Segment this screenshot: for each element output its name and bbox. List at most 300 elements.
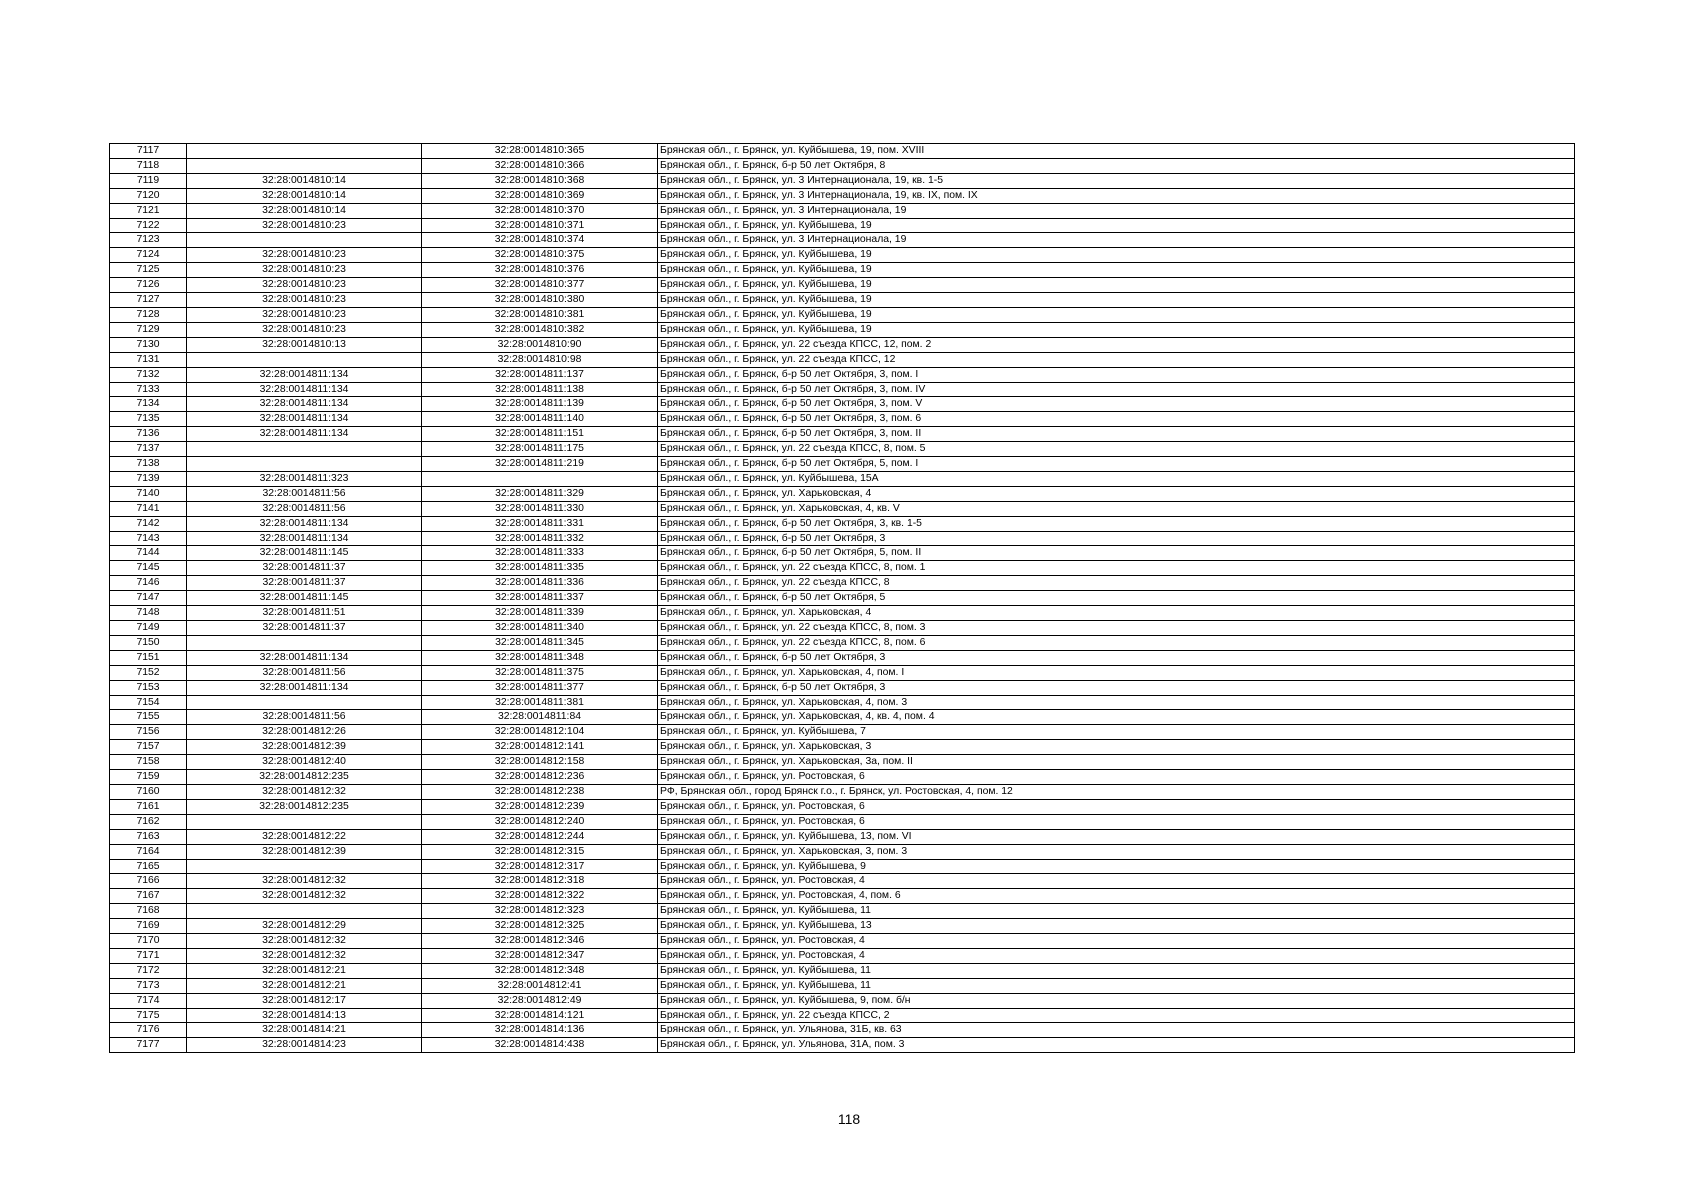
parent-cadastral-number-cell: 32:28:0014812:40 (187, 755, 422, 770)
table-row (110, 158, 1575, 173)
address-cell: Брянская обл., г. Брянск, б-р 50 лет Октября, 3, пом. IV (658, 382, 1575, 397)
row-number-cell: 7130 (110, 337, 187, 352)
address-cell: Брянская обл., г. Брянск, ул. 3 Интернационала, 19, кв. IX, пом. IX (658, 188, 1575, 203)
table-row (110, 218, 1575, 233)
address-cell: Брянская обл., г. Брянск, ул. Куйбышева, 19 (658, 307, 1575, 322)
table-row (110, 367, 1575, 382)
row-number-cell: 7126 (110, 278, 187, 293)
address-cell: Брянская обл., г. Брянск, ул. Куйбышева, 13 (658, 919, 1575, 934)
row-number-cell: 7137 (110, 442, 187, 457)
cadastral-number-cell: 32:28:0014811:335 (422, 561, 658, 576)
row-number-cell: 7123 (110, 233, 187, 248)
cadastral-number-cell: 32:28:0014811:140 (422, 412, 658, 427)
cadastral-number-cell: 32:28:0014811:337 (422, 591, 658, 606)
row-number-cell: 7142 (110, 516, 187, 531)
row-number-cell: 7125 (110, 263, 187, 278)
row-number-cell: 7160 (110, 784, 187, 799)
row-number-cell: 7118 (110, 158, 187, 173)
cadastral-number-cell: 32:28:0014812:41 (422, 978, 658, 993)
cadastral-number-cell: 32:28:0014810:380 (422, 293, 658, 308)
row-number-cell: 7119 (110, 173, 187, 188)
parent-cadastral-number-cell: 32:28:0014810:13 (187, 337, 422, 352)
parent-cadastral-number-cell (187, 904, 422, 919)
table-row (110, 397, 1575, 412)
table-row (110, 531, 1575, 546)
address-cell: Брянская обл., г. Брянск, б-р 50 лет Октября, 5, пом. I (658, 457, 1575, 472)
parent-cadastral-number-cell (187, 814, 422, 829)
parent-cadastral-number-cell: 32:28:0014810:23 (187, 248, 422, 263)
cadastral-number-cell: 32:28:0014811:348 (422, 650, 658, 665)
table-row (110, 784, 1575, 799)
address-cell: Брянская обл., г. Брянск, ул. Харьковская, 4, пом. I (658, 665, 1575, 680)
row-number-cell: 7132 (110, 367, 187, 382)
parent-cadastral-number-cell (187, 352, 422, 367)
address-cell: Брянская обл., г. Брянск, ул. Куйбышева, 19 (658, 263, 1575, 278)
address-cell: Брянская обл., г. Брянск, ул. Куйбышева, 19 (658, 322, 1575, 337)
table-row (110, 516, 1575, 531)
table-row (110, 948, 1575, 963)
table-row (110, 501, 1575, 516)
cadastral-number-cell: 32:28:0014810:377 (422, 278, 658, 293)
row-number-cell: 7146 (110, 576, 187, 591)
table-row (110, 307, 1575, 322)
row-number-cell: 7172 (110, 963, 187, 978)
cadastral-number-cell: 32:28:0014812:238 (422, 784, 658, 799)
row-number-cell: 7141 (110, 501, 187, 516)
cadastral-number-cell: 32:28:0014812:346 (422, 934, 658, 949)
table-row (110, 710, 1575, 725)
row-number-cell: 7143 (110, 531, 187, 546)
table-row (110, 695, 1575, 710)
parent-cadastral-number-cell: 32:28:0014812:39 (187, 844, 422, 859)
address-cell: Брянская обл., г. Брянск, ул. Куйбышева, 19 (658, 293, 1575, 308)
parent-cadastral-number-cell: 32:28:0014812:22 (187, 829, 422, 844)
table-row (110, 233, 1575, 248)
cadastral-number-cell: 32:28:0014810:371 (422, 218, 658, 233)
row-number-cell: 7147 (110, 591, 187, 606)
row-number-cell: 7150 (110, 635, 187, 650)
table-row (110, 486, 1575, 501)
row-number-cell: 7139 (110, 471, 187, 486)
address-cell: Брянская обл., г. Брянск, ул. Куйбышева, 11 (658, 904, 1575, 919)
cadastral-number-cell: 32:28:0014810:98 (422, 352, 658, 367)
address-cell: Брянская обл., г. Брянск, ул. Харьковская, 4 (658, 486, 1575, 501)
address-cell: Брянская обл., г. Брянск, ул. Куйбышева, 13, пом. VI (658, 829, 1575, 844)
cadastral-number-cell: 32:28:0014811:138 (422, 382, 658, 397)
parent-cadastral-number-cell: 32:28:0014811:145 (187, 546, 422, 561)
parent-cadastral-number-cell (187, 158, 422, 173)
parent-cadastral-number-cell: 32:28:0014811:134 (187, 382, 422, 397)
parent-cadastral-number-cell: 32:28:0014812:32 (187, 948, 422, 963)
registry-table (109, 143, 1575, 1053)
address-cell: Брянская обл., г. Брянск, б-р 50 лет Октября, 5 (658, 591, 1575, 606)
cadastral-number-cell: 32:28:0014811:339 (422, 606, 658, 621)
address-cell: Брянская обл., г. Брянск, ул. Ростовская, 4 (658, 874, 1575, 889)
cadastral-number-cell: 32:28:0014810:368 (422, 173, 658, 188)
cadastral-number-cell: 32:28:0014811:84 (422, 710, 658, 725)
parent-cadastral-number-cell: 32:28:0014812:32 (187, 889, 422, 904)
parent-cadastral-number-cell: 32:28:0014810:14 (187, 173, 422, 188)
row-number-cell: 7169 (110, 919, 187, 934)
table-row (110, 889, 1575, 904)
parent-cadastral-number-cell: 32:28:0014814:23 (187, 1038, 422, 1053)
parent-cadastral-number-cell: 32:28:0014811:134 (187, 531, 422, 546)
row-number-cell: 7159 (110, 770, 187, 785)
row-number-cell: 7144 (110, 546, 187, 561)
address-cell: Брянская обл., г. Брянск, ул. Куйбышева, 19 (658, 248, 1575, 263)
address-cell: Брянская обл., г. Брянск, ул. 22 съезда КПСС, 12, пом. 2 (658, 337, 1575, 352)
cadastral-number-cell: 32:28:0014810:90 (422, 337, 658, 352)
address-cell: Брянская обл., г. Брянск, ул. Харьковская, 3, пом. 3 (658, 844, 1575, 859)
table-row (110, 322, 1575, 337)
row-number-cell: 7149 (110, 621, 187, 636)
row-number-cell: 7127 (110, 293, 187, 308)
cadastral-number-cell: 32:28:0014812:317 (422, 859, 658, 874)
address-cell: Брянская обл., г. Брянск, ул. Ростовская, 4, пом. 6 (658, 889, 1575, 904)
parent-cadastral-number-cell: 32:28:0014811:134 (187, 650, 422, 665)
address-cell: Брянская обл., г. Брянск, ул. 22 съезда КПСС, 8, пом. 1 (658, 561, 1575, 576)
parent-cadastral-number-cell: 32:28:0014810:23 (187, 322, 422, 337)
address-cell: Брянская обл., г. Брянск, ул. Харьковская, 3а, пом. II (658, 755, 1575, 770)
cadastral-number-cell: 32:28:0014810:369 (422, 188, 658, 203)
row-number-cell: 7138 (110, 457, 187, 472)
table-row (110, 1008, 1575, 1023)
cadastral-number-cell: 32:28:0014811:137 (422, 367, 658, 382)
table-row (110, 650, 1575, 665)
row-number-cell: 7165 (110, 859, 187, 874)
row-number-cell: 7175 (110, 1008, 187, 1023)
row-number-cell: 7128 (110, 307, 187, 322)
table-row (110, 546, 1575, 561)
table-row (110, 203, 1575, 218)
parent-cadastral-number-cell: 32:28:0014811:56 (187, 501, 422, 516)
address-cell: Брянская обл., г. Брянск, б-р 50 лет Октября, 3 (658, 680, 1575, 695)
cadastral-number-cell: 32:28:0014814:121 (422, 1008, 658, 1023)
parent-cadastral-number-cell: 32:28:0014811:37 (187, 621, 422, 636)
parent-cadastral-number-cell: 32:28:0014811:134 (187, 680, 422, 695)
table-row (110, 934, 1575, 949)
address-cell: РФ, Брянская обл., город Брянск г.о., г. Брянск, ул. Ростовская, 4, пом. 12 (658, 784, 1575, 799)
row-number-cell: 7122 (110, 218, 187, 233)
table-row (110, 144, 1575, 159)
parent-cadastral-number-cell: 32:28:0014812:39 (187, 740, 422, 755)
table-row (110, 844, 1575, 859)
cadastral-number-cell: 32:28:0014814:438 (422, 1038, 658, 1053)
address-cell: Брянская обл., г. Брянск, ул. 3 Интернационала, 19 (658, 203, 1575, 218)
table-row (110, 471, 1575, 486)
parent-cadastral-number-cell: 32:28:0014811:56 (187, 665, 422, 680)
cadastral-number-cell: 32:28:0014810:374 (422, 233, 658, 248)
address-cell: Брянская обл., г. Брянск, ул. Ростовская, 6 (658, 799, 1575, 814)
table-row (110, 293, 1575, 308)
parent-cadastral-number-cell: 32:28:0014812:235 (187, 770, 422, 785)
cadastral-number-cell: 32:28:0014811:331 (422, 516, 658, 531)
cadastral-number-cell: 32:28:0014811:375 (422, 665, 658, 680)
address-cell: Брянская обл., г. Брянск, б-р 50 лет Октября, 3, пом. 6 (658, 412, 1575, 427)
address-cell: Брянская обл., г. Брянск, ул. Ростовская, 6 (658, 814, 1575, 829)
row-number-cell: 7117 (110, 144, 187, 159)
table-row (110, 770, 1575, 785)
table-row (110, 382, 1575, 397)
address-cell: Брянская обл., г. Брянск, б-р 50 лет Октября, 8 (658, 158, 1575, 173)
cadastral-number-cell: 32:28:0014811:175 (422, 442, 658, 457)
address-cell: Брянская обл., г. Брянск, б-р 50 лет Октября, 3 (658, 650, 1575, 665)
address-cell: Брянская обл., г. Брянск, ул. Куйбышева, 7 (658, 725, 1575, 740)
row-number-cell: 7131 (110, 352, 187, 367)
address-cell: Брянская обл., г. Брянск, ул. Харьковская, 4, кв. V (658, 501, 1575, 516)
address-cell: Брянская обл., г. Брянск, ул. Харьковская, 4, пом. 3 (658, 695, 1575, 710)
row-number-cell: 7157 (110, 740, 187, 755)
cadastral-number-cell: 32:28:0014812:240 (422, 814, 658, 829)
row-number-cell: 7155 (110, 710, 187, 725)
address-cell: Брянская обл., г. Брянск, ул. 22 съезда КПСС, 8 (658, 576, 1575, 591)
cadastral-number-cell: 32:28:0014812:318 (422, 874, 658, 889)
table-row (110, 1038, 1575, 1053)
table-row (110, 993, 1575, 1008)
table-row (110, 740, 1575, 755)
table-row (110, 591, 1575, 606)
parent-cadastral-number-cell (187, 233, 422, 248)
address-cell: Брянская обл., г. Брянск, б-р 50 лет Октября, 3, пом. V (658, 397, 1575, 412)
parent-cadastral-number-cell: 32:28:0014810:23 (187, 278, 422, 293)
cadastral-number-cell: 32:28:0014811:333 (422, 546, 658, 561)
table-row (110, 442, 1575, 457)
row-number-cell: 7151 (110, 650, 187, 665)
cadastral-number-cell: 32:28:0014811:329 (422, 486, 658, 501)
table-row (110, 665, 1575, 680)
row-number-cell: 7124 (110, 248, 187, 263)
parent-cadastral-number-cell (187, 695, 422, 710)
row-number-cell: 7168 (110, 904, 187, 919)
parent-cadastral-number-cell: 32:28:0014812:29 (187, 919, 422, 934)
row-number-cell: 7136 (110, 427, 187, 442)
row-number-cell: 7133 (110, 382, 187, 397)
parent-cadastral-number-cell: 32:28:0014812:26 (187, 725, 422, 740)
cadastral-number-cell: 32:28:0014810:366 (422, 158, 658, 173)
cadastral-number-cell: 32:28:0014811:340 (422, 621, 658, 636)
parent-cadastral-number-cell: 32:28:0014812:21 (187, 978, 422, 993)
parent-cadastral-number-cell: 32:28:0014814:21 (187, 1023, 422, 1038)
address-cell: Брянская обл., г. Брянск, ул. 22 съезда КПСС, 8, пом. 3 (658, 621, 1575, 636)
cadastral-number-cell: 32:28:0014811:151 (422, 427, 658, 442)
cadastral-number-cell: 32:28:0014812:104 (422, 725, 658, 740)
row-number-cell: 7174 (110, 993, 187, 1008)
parent-cadastral-number-cell: 32:28:0014811:56 (187, 486, 422, 501)
cadastral-number-cell: 32:28:0014812:323 (422, 904, 658, 919)
cadastral-number-cell: 32:28:0014811:330 (422, 501, 658, 516)
table-row (110, 263, 1575, 278)
table-row (110, 278, 1575, 293)
row-number-cell: 7154 (110, 695, 187, 710)
cadastral-number-cell: 32:28:0014812:348 (422, 963, 658, 978)
address-cell: Брянская обл., г. Брянск, ул. 22 съезда КПСС, 8, пом. 5 (658, 442, 1575, 457)
row-number-cell: 7129 (110, 322, 187, 337)
cadastral-number-cell: 32:28:0014810:365 (422, 144, 658, 159)
cadastral-number-cell: 32:28:0014812:244 (422, 829, 658, 844)
row-number-cell: 7134 (110, 397, 187, 412)
row-number-cell: 7120 (110, 188, 187, 203)
table-row (110, 635, 1575, 650)
address-cell: Брянская обл., г. Брянск, б-р 50 лет Октября, 3 (658, 531, 1575, 546)
parent-cadastral-number-cell: 32:28:0014810:23 (187, 293, 422, 308)
row-number-cell: 7153 (110, 680, 187, 695)
parent-cadastral-number-cell (187, 859, 422, 874)
row-number-cell: 7148 (110, 606, 187, 621)
parent-cadastral-number-cell: 32:28:0014810:23 (187, 218, 422, 233)
cadastral-number-cell: 32:28:0014811:332 (422, 531, 658, 546)
cadastral-number-cell: 32:28:0014811:377 (422, 680, 658, 695)
cadastral-number-cell: 32:28:0014810:370 (422, 203, 658, 218)
table-row (110, 188, 1575, 203)
parent-cadastral-number-cell: 32:28:0014811:134 (187, 516, 422, 531)
row-number-cell: 7140 (110, 486, 187, 501)
table-row (110, 457, 1575, 472)
address-cell: Брянская обл., г. Брянск, ул. Куйбышева, 9, пом. б/н (658, 993, 1575, 1008)
address-cell: Брянская обл., г. Брянск, ул. Куйбышева, 19 (658, 278, 1575, 293)
parent-cadastral-number-cell: 32:28:0014810:23 (187, 263, 422, 278)
cadastral-number-cell: 32:28:0014812:239 (422, 799, 658, 814)
address-cell: Брянская обл., г. Брянск, ул. Харьковская, 4, кв. 4, пом. 4 (658, 710, 1575, 725)
table-row (110, 978, 1575, 993)
row-number-cell: 7135 (110, 412, 187, 427)
address-cell: Брянская обл., г. Брянск, б-р 50 лет Октября, 3, кв. 1-5 (658, 516, 1575, 531)
cadastral-number-cell: 32:28:0014812:315 (422, 844, 658, 859)
registry-table-body (110, 144, 1575, 1053)
row-number-cell: 7161 (110, 799, 187, 814)
address-cell: Брянская обл., г. Брянск, ул. 3 Интернационала, 19, кв. 1-5 (658, 173, 1575, 188)
cadastral-number-cell: 32:28:0014811:219 (422, 457, 658, 472)
parent-cadastral-number-cell: 32:28:0014811:37 (187, 576, 422, 591)
cadastral-number-cell: 32:28:0014812:141 (422, 740, 658, 755)
parent-cadastral-number-cell: 32:28:0014810:14 (187, 188, 422, 203)
table-row (110, 352, 1575, 367)
table-row (110, 814, 1575, 829)
parent-cadastral-number-cell: 32:28:0014810:23 (187, 307, 422, 322)
address-cell: Брянская обл., г. Брянск, б-р 50 лет Октября, 5, пом. II (658, 546, 1575, 561)
parent-cadastral-number-cell: 32:28:0014811:134 (187, 412, 422, 427)
row-number-cell: 7173 (110, 978, 187, 993)
parent-cadastral-number-cell (187, 635, 422, 650)
address-cell: Брянская обл., г. Брянск, ул. 22 съезда КПСС, 8, пом. 6 (658, 635, 1575, 650)
table-row (110, 859, 1575, 874)
address-cell: Брянская обл., г. Брянск, ул. Куйбышева, 11 (658, 978, 1575, 993)
parent-cadastral-number-cell: 32:28:0014814:13 (187, 1008, 422, 1023)
table-row (110, 799, 1575, 814)
address-cell: Брянская обл., г. Брянск, ул. Куйбышева, 9 (658, 859, 1575, 874)
row-number-cell: 7171 (110, 948, 187, 963)
cadastral-number-cell: 32:28:0014810:381 (422, 307, 658, 322)
cadastral-number-cell: 32:28:0014811:139 (422, 397, 658, 412)
parent-cadastral-number-cell (187, 144, 422, 159)
address-cell: Брянская обл., г. Брянск, ул. Харьковская, 3 (658, 740, 1575, 755)
parent-cadastral-number-cell: 32:28:0014811:134 (187, 397, 422, 412)
parent-cadastral-number-cell: 32:28:0014811:134 (187, 427, 422, 442)
cadastral-number-cell: 32:28:0014811:381 (422, 695, 658, 710)
address-cell: Брянская обл., г. Брянск, ул. Ростовская, 6 (658, 770, 1575, 785)
table-row (110, 963, 1575, 978)
row-number-cell: 7158 (110, 755, 187, 770)
table-row (110, 725, 1575, 740)
table-row (110, 337, 1575, 352)
address-cell: Брянская обл., г. Брянск, ул. Куйбышева, 11 (658, 963, 1575, 978)
address-cell: Брянская обл., г. Брянск, б-р 50 лет Октября, 3, пом. I (658, 367, 1575, 382)
cadastral-number-cell: 32:28:0014814:136 (422, 1023, 658, 1038)
address-cell: Брянская обл., г. Брянск, ул. Харьковская, 4 (658, 606, 1575, 621)
cadastral-number-cell: 32:28:0014812:347 (422, 948, 658, 963)
cadastral-number-cell (422, 471, 658, 486)
table-row (110, 829, 1575, 844)
cadastral-number-cell: 32:28:0014810:375 (422, 248, 658, 263)
parent-cadastral-number-cell: 32:28:0014812:17 (187, 993, 422, 1008)
parent-cadastral-number-cell (187, 457, 422, 472)
cadastral-number-cell: 32:28:0014812:158 (422, 755, 658, 770)
parent-cadastral-number-cell: 32:28:0014812:32 (187, 934, 422, 949)
address-cell: Брянская обл., г. Брянск, ул. Ульянова, 31А, пом. 3 (658, 1038, 1575, 1053)
table-row (110, 755, 1575, 770)
parent-cadastral-number-cell: 32:28:0014812:32 (187, 784, 422, 799)
row-number-cell: 7167 (110, 889, 187, 904)
page-number: 118 (837, 1111, 861, 1127)
table-row (110, 173, 1575, 188)
address-cell: Брянская обл., г. Брянск, ул. Куйбышева, 19 (658, 218, 1575, 233)
parent-cadastral-number-cell: 32:28:0014811:56 (187, 710, 422, 725)
row-number-cell: 7164 (110, 844, 187, 859)
table-row (110, 680, 1575, 695)
parent-cadastral-number-cell: 32:28:0014812:21 (187, 963, 422, 978)
row-number-cell: 7121 (110, 203, 187, 218)
table-row (110, 621, 1575, 636)
parent-cadastral-number-cell: 32:28:0014811:145 (187, 591, 422, 606)
parent-cadastral-number-cell: 32:28:0014812:32 (187, 874, 422, 889)
cadastral-number-cell: 32:28:0014812:322 (422, 889, 658, 904)
table-row (110, 412, 1575, 427)
table-row (110, 919, 1575, 934)
row-number-cell: 7176 (110, 1023, 187, 1038)
parent-cadastral-number-cell: 32:28:0014811:134 (187, 367, 422, 382)
row-number-cell: 7162 (110, 814, 187, 829)
row-number-cell: 7166 (110, 874, 187, 889)
address-cell: Брянская обл., г. Брянск, ул. Куйбышева, 15А (658, 471, 1575, 486)
table-row (110, 576, 1575, 591)
cadastral-number-cell: 32:28:0014812:325 (422, 919, 658, 934)
table-row (110, 1023, 1575, 1038)
parent-cadastral-number-cell (187, 442, 422, 457)
row-number-cell: 7145 (110, 561, 187, 576)
parent-cadastral-number-cell: 32:28:0014812:235 (187, 799, 422, 814)
cadastral-number-cell: 32:28:0014811:336 (422, 576, 658, 591)
cadastral-number-cell: 32:28:0014812:49 (422, 993, 658, 1008)
cadastral-number-cell: 32:28:0014810:382 (422, 322, 658, 337)
table-row (110, 248, 1575, 263)
address-cell: Брянская обл., г. Брянск, ул. 3 Интернационала, 19 (658, 233, 1575, 248)
table-row (110, 561, 1575, 576)
table-row (110, 874, 1575, 889)
table-row (110, 427, 1575, 442)
cadastral-number-cell: 32:28:0014812:236 (422, 770, 658, 785)
table-row (110, 904, 1575, 919)
row-number-cell: 7163 (110, 829, 187, 844)
parent-cadastral-number-cell: 32:28:0014811:51 (187, 606, 422, 621)
address-cell: Брянская обл., г. Брянск, ул. 22 съезда КПСС, 2 (658, 1008, 1575, 1023)
address-cell: Брянская обл., г. Брянск, ул. Ульянова, 31Б, кв. 63 (658, 1023, 1575, 1038)
address-cell: Брянская обл., г. Брянск, б-р 50 лет Октября, 3, пом. II (658, 427, 1575, 442)
parent-cadastral-number-cell: 32:28:0014811:37 (187, 561, 422, 576)
row-number-cell: 7156 (110, 725, 187, 740)
parent-cadastral-number-cell: 32:28:0014810:14 (187, 203, 422, 218)
row-number-cell: 7170 (110, 934, 187, 949)
table-row (110, 606, 1575, 621)
address-cell: Брянская обл., г. Брянск, ул. 22 съезда КПСС, 12 (658, 352, 1575, 367)
